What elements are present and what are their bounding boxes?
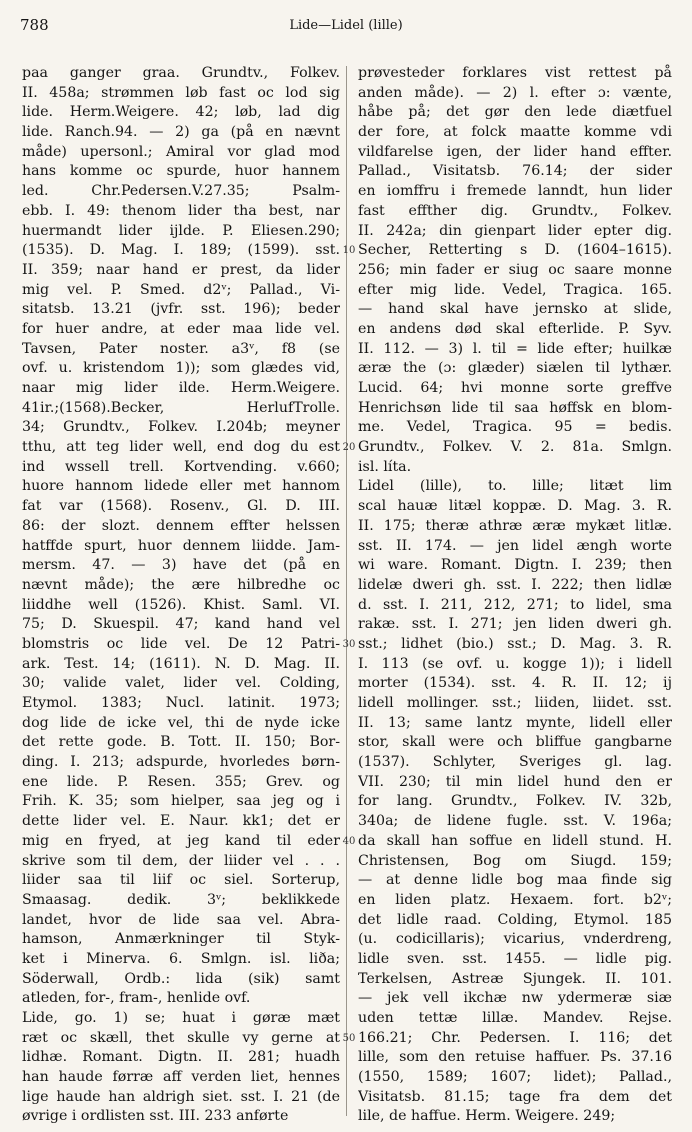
text-line: morter (1534). sst. 4. R. II. 12; ij	[358, 675, 672, 692]
text-line: øvrige i ordlisten sst. III. 233 anførte	[22, 1108, 289, 1125]
text-line: 166.21; Chr. Pedersen. I. 116; det	[358, 1029, 672, 1046]
text-line: d. sst. I. 211, 212, 271; to lidel, sma	[358, 596, 672, 613]
text-line: dette lider vel. E. Naur. kk1; det er	[22, 813, 340, 830]
text-line: Pallad., Visitatsb. 76.14; der sider	[358, 163, 672, 180]
text-line: Etymol. 1383; Nucl. latinit. 1973;	[22, 695, 340, 711]
text-line: 75; D. Skuespil. 47; kand hand vel	[22, 616, 340, 633]
text-line: 41ir.;(1568).Becker, HerlufTrolle.	[22, 399, 340, 416]
text-line: scal hauæ litæl koppæ. D. Mag. 3. R.	[358, 498, 672, 515]
page-number: 788	[20, 16, 49, 34]
text-line: wi ware. Romant. Digtn. I. 239; then	[358, 557, 672, 574]
text-line: huermandt lider ijlde. P. Eliesen.290;	[22, 222, 340, 239]
text-line: 86: der slozt. dennem effter helssen	[22, 517, 340, 534]
text-line: hatffde spurt, huor dennem liidde. Jam-	[22, 537, 340, 554]
text-line: det rette gode. B. Tott. II. 150; Bor-	[22, 734, 340, 751]
text-line: hamson, Anmærkninger til Styk-	[22, 931, 340, 948]
right-column	[358, 64, 672, 1127]
text-line: (u. codicillaris); vicarius, vnderdreng,	[358, 931, 672, 948]
text-line: isl. líta.	[358, 458, 412, 475]
text-line: lidhæ. Romant. Digtn. II. 281; huadh	[22, 1049, 340, 1066]
text-line: mig en fryed, at jeg kand til eder	[22, 832, 340, 849]
text-line: (1537). Schlyter, Sveriges gl. lag.	[358, 754, 672, 771]
text-line: ind wssell trell. Kortvending. v.660;	[22, 458, 340, 475]
text-line: 30; valide valet, lider vel. Colding,	[22, 675, 340, 692]
text-line: Smaasag. dedik. 3ᵛ; beklikkede	[22, 891, 340, 908]
text-line: tthu, att teg lider well, end dog du est	[22, 439, 340, 456]
text-line: naar mig lider ilde. Herm.Weigere.	[22, 380, 340, 396]
text-line: hans komme oc spurde, huor hannem	[22, 163, 340, 180]
text-line: Terkelsen, Astreæ Sjungek. II. 101.	[358, 970, 672, 987]
text-line: ovf. u. kristendom 1)); som glædes vid,	[22, 360, 340, 377]
text-line: paa ganger graa. Grundtv., Folkev.	[22, 65, 340, 81]
text-line: det lidle raad. Colding, Etymol. 185	[358, 911, 672, 928]
text-line: ket i Minerva. 6. Smlgn. isl. liða;	[22, 950, 340, 967]
text-line: 256; min fader er siug oc saare monne	[358, 261, 672, 278]
text-line: Henrichsøn lide til saa høffsk en blom-	[358, 399, 672, 416]
text-line: — at denne lidle bog maa finde sig	[358, 872, 672, 889]
line-number: 50	[342, 1033, 356, 1045]
text-line: ræt oc skæll, thet skulle vy gerne at	[22, 1029, 340, 1046]
text-line: skrive som til dem, der liider vel . . .	[22, 852, 340, 869]
text-line: VII. 230; til min lidel hund den er	[358, 773, 672, 790]
text-line: blomstris oc lide vel. De 12 Patri-	[22, 635, 340, 652]
text-line: lide. Ranch.94. — 2) ga (på en nævnt	[22, 124, 340, 141]
text-line: for lang. Grundtv., Folkev. IV. 32b,	[358, 793, 672, 810]
line-number: 20	[342, 442, 356, 454]
text-line: Lucid. 64; hvi monne sorte greffve	[358, 380, 672, 396]
text-line: II. 112. — 3) l. til = lide efter; huilkæ	[358, 340, 672, 357]
text-line: me. Vedel, Tragica. 95 = bedis.	[358, 419, 672, 436]
text-line: efter mig lide. Vedel, Tragica. 165.	[358, 281, 672, 298]
text-line: en liden platz. Hexaem. fort. b2ᵛ;	[358, 891, 672, 908]
text-line: ebb. I. 49: thenom lider tha best, nar	[22, 202, 340, 219]
text-line: uden tettæ lillæ. Mandev. Rejse.	[358, 1010, 672, 1026]
text-line: mersm. 47. — 3) have det (på en	[22, 557, 340, 574]
text-line: Lidel (lille), to. lille; litæt lim	[358, 478, 672, 495]
text-line: fat var (1568). Rosenv., Gl. D. III.	[22, 498, 340, 515]
text-line: 340a; de lidene fugle. sst. V. 196a;	[358, 813, 672, 830]
text-line: Lide, go. 1) se; huat i gøræ mæt	[22, 1010, 340, 1026]
text-line: prøvesteder forklares vist rettest på	[358, 65, 672, 81]
text-line: ark. Test. 14; (1611). N. D. Mag. II.	[22, 655, 340, 672]
text-line: II. 13; same lantz mynte, lidell eller	[358, 714, 672, 731]
text-line: Secher, Retterting s D. (1604–1615).	[358, 242, 672, 259]
left-column	[22, 64, 340, 1127]
text-line: — jek vell ikchæ nw ydermeræ siæ	[358, 990, 672, 1007]
text-line: æræ the (ɔ: glæder) siælen til lythær.	[358, 360, 672, 377]
text-line: måde) upersonl.; Amiral vor glad mod	[22, 143, 340, 160]
text-line: rakæ. sst. I. 271; jen liden dweri gh.	[358, 616, 672, 633]
text-line: lige haude han aldrigh siet. sst. I. 21 (de	[22, 1088, 340, 1105]
text-line: Tavsen, Pater noster. a3ᵛ, f8 (se	[22, 340, 340, 357]
text-line: da skall han soffue en lidell stund. H.	[358, 832, 672, 849]
text-line: lide. Herm.Weigere. 42; løb, lad dig	[22, 104, 340, 121]
text-line: II. 175; theræ athræ æræ mykæt litlæ.	[358, 517, 672, 534]
text-line: håbe på; det gør den lede diætfuel	[358, 104, 672, 121]
text-line: led. Chr.Pedersen.V.27.35; Psalm-	[22, 183, 340, 200]
text-line: I. 113 (se ovf. u. kogge 1)); i lidell	[358, 655, 672, 672]
text-line: 34; Grundtv., Folkev. I.204b; meyner	[22, 419, 340, 436]
line-number: 40	[342, 836, 356, 848]
text-line: for huer andre, at eder maa lide vel.	[22, 320, 340, 337]
text-line: en andens død skal efterlide. P. Syv.	[358, 320, 672, 337]
text-line: huore hannom lidede eller met hannom	[22, 478, 340, 495]
text-line: der fore, at folck maatte komme vdi	[358, 124, 672, 141]
text-line: dog lide de icke vel, thi de nyde icke	[22, 714, 340, 731]
text-line: lille, som den retuise haffuer. Ps. 37.16	[358, 1049, 672, 1066]
text-line: Visitatsb. 81.15; tage fra dem det	[358, 1088, 672, 1105]
text-line: vildfarelse igen, der lider hand effter.	[358, 143, 672, 160]
text-line: mig vel. P. Smed. d2ᵛ; Pallad., Vi-	[22, 281, 340, 298]
text-line: II. 242a; din gienpart lider epter dig.	[358, 222, 672, 239]
text-line: lidelæ dweri gh. sst. I. 222; then lidlæ	[358, 576, 672, 593]
running-head: Lide—Lidel (lille)	[289, 18, 403, 33]
text-line: liider saa til liif oc siel. Sorterup,	[22, 872, 340, 889]
text-line: lidell mollinger. sst.; liiden, liidet. sst.	[358, 695, 672, 711]
text-line: lidle sven. sst. 1455. — lidle pig.	[358, 950, 672, 967]
text-line: landet, hvor de lide saa vel. Abra-	[22, 911, 340, 928]
text-line: II. 359; naar hand er prest, da lider	[22, 261, 340, 278]
line-number: 10	[342, 245, 356, 257]
text-line: stor, skall were och bliffue gangbarne	[358, 734, 672, 751]
text-line: lile, de haffue. Herm. Weigere. 249;	[358, 1108, 616, 1125]
page-header	[20, 16, 672, 38]
text-line: anden måde). — 2) l. efter ɔ: vænte,	[358, 84, 672, 101]
column-rule	[346, 66, 347, 1116]
text-line: ding. I. 213; adspurde, hvorledes børn-	[22, 754, 340, 771]
text-line: han haude førræ aff verden liet, hennes	[22, 1069, 340, 1086]
text-line: Grundtv., Folkev. V. 2. 81a. Smlgn.	[358, 439, 672, 456]
text-line: en iomffru i fremede lanndt, hun lider	[358, 183, 672, 200]
text-line: Söderwall, Ordb.: lida (sik) samt	[22, 970, 340, 987]
text-line: (1535). D. Mag. I. 189; (1599). sst.	[22, 242, 340, 259]
text-line: sst.; lidhet (bio.) sst.; D. Mag. 3. R.	[358, 635, 672, 652]
text-line: sst. II. 174. — jen lidel ængh worte	[358, 537, 672, 554]
line-number: 30	[342, 639, 356, 651]
text-line: sitatsb. 13.21 (jvfr. sst. 196); beder	[22, 301, 340, 318]
text-line: II. 458a; strømmen løb fast oc lod sig	[22, 84, 340, 101]
text-line: (1550, 1589; 1607; lidet); Pallad.,	[358, 1069, 672, 1086]
text-line: Christensen, Bog om Siugd. 159;	[358, 852, 672, 869]
text-line: Frih. K. 35; som hielper, saa jeg og i	[22, 793, 340, 810]
text-line: liiddhe well (1526). Khist. Saml. VI.	[22, 596, 340, 613]
text-line: fast effther dig. Grundtv., Folkev.	[358, 202, 672, 219]
text-line: nævnt måde); the ære hilbredhe oc	[22, 576, 340, 593]
text-line: atleden, for-, fram-, henlide ovf.	[22, 990, 251, 1007]
text-line: ene lide. P. Resen. 355; Grev. og	[22, 773, 340, 790]
text-line: — hand skal have jernsko at slide,	[358, 301, 672, 318]
